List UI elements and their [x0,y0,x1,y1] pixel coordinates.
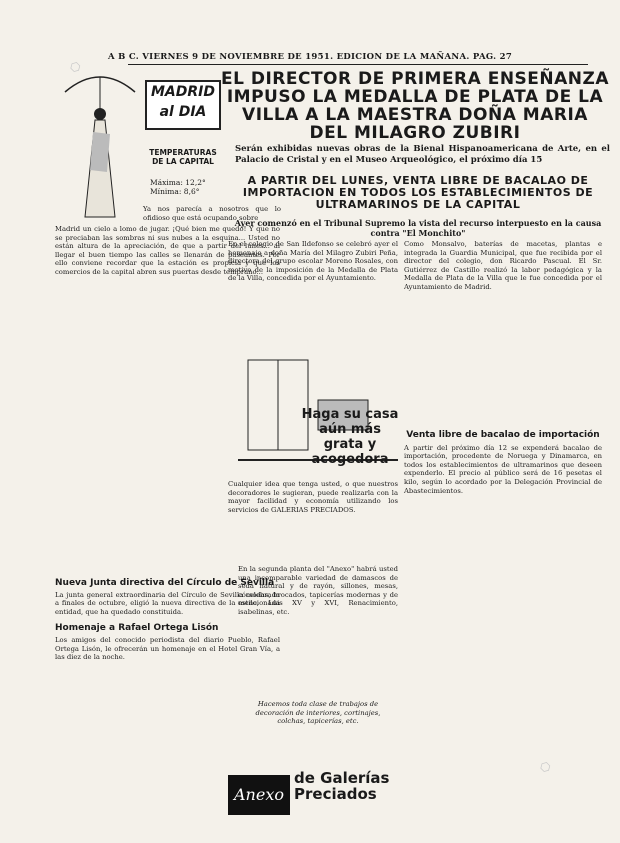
al-dia-label: al DIA [159,104,207,120]
bacalao-text: A partir del próximo día 12 se expenderá bacalao de importación, procedente de Noruega y Dinamarca, en todos los establecimientos de ultramarinos que deseen expenderlo. El precio al público será de 16 pesetas el kilo, según lo acordado por la Delegación Provincial de Abastecimientos. [404,443,602,495]
anexo-logo: Anexo [228,775,290,815]
left-column-intro: Ya nos parecía a nosotros que lo ofidioso que está ocupando sobre [143,205,281,222]
second-deck: Ayer comenzó en el Tribunal Supremo la vista del recurso interpuesto en la causa contra "El Monchito" [234,218,602,238]
temps-title: TEMPERATURAS DE LA CAPITAL [149,148,217,166]
subhead-circulo: Nueva Junta directiva del Círculo de Sevilla [55,578,275,588]
ad-text: Cualquier idea que tenga usted, o que nuestros decoradores le sugieran, puede realizarla con la mayor facilidad y economía utilizando los servicios de GALERIAS PRECIADOS. [228,480,398,514]
homenaje-text: Los amigos del conocido periodista del diario Pueblo, Rafael Ortega Lisón, le ofrecerán un homenaje en el Hotel Gran Vía, a las diez de la noche. [55,635,280,662]
madrid-label: MADRID [151,84,215,100]
ad-headline: Haga su casa aún más grata y acogedora [301,407,399,467]
subhead-homenaje: Homenaje a Rafael Ortega Lisón [55,623,219,634]
ad-foot: Hacemos toda clase de trabajos de decoración de interiores, cortinajes, colchas, tapicerías, etc. [255,700,381,726]
galerias-logo: de Galerías Preciados [294,769,390,803]
middle-column: En el colegio de San Ildefonso se celebró ayer el homenaje a doña María del Milagro Zubiri Peña, directora del grupo escolar Moreno Rosales, con motivo de la imposición de la Medalla de Plata de la Villa, concedida por el Ayuntamiento. [228,240,398,283]
subhead-bacalao: Venta libre de bacalao de importación [406,430,600,440]
watermark-mark: ⬡ [536,758,554,776]
right-column-text: Como Monsalvo, baterías de macetas, plantas e integrada la Guardia Municipal, que fue recibida por el director del colegio, don Ricardo Pascual. El Sr. Gutiérrez de Castillo realizó la labor pedagógica y la Medalla de Plata de la Villa que le fue concedida por el Ayuntamiento de Madrid. [404,240,602,291]
madrid-al-dia-box [145,80,221,130]
fashion-illustration [55,62,145,222]
right-column [404,240,602,495]
ad-sub: En la segunda planta del "Anexo" habrá usted una incomparable variedad de damascos de seda natural y de rayón, sillones, mesas, cómodas, brocados, tapicerías modernas y de estilo, Luis XV y XVI, Renacimiento, isabelinas, etc. [238,565,398,616]
temp-min: Mínima: 8,6° [150,187,200,196]
main-headline: EL DIRECTOR DE PRIMERA ENSEÑANZA IMPUSO LA MEDALLA DE PLATA DE LA VILLA A LA MAESTRA DOÑA MARIA DEL MILAGRO ZUBIRI [220,69,610,143]
page-header: A B C. VIERNES 9 DE NOVIEMBRE DE 1951. EDICION DE LA MAÑANA. PAG. 27 [107,52,513,62]
circulo-text: La junta general extraordinaria del Círculo de Sevilla celebrada a finales de octubre, eligió la nueva directiva de la mencionada entidad, que ha quedado constituida. [55,590,280,616]
temps-values [150,178,225,196]
left-column-text: Madrid un cielo a lomo de jugar. ¡Qué bien me quedó! Y que no se preciaban las sombras ni sus nubes a la esquina... Usted no están altura de la apreciación, de que a partir del lunes... al llegar el buen tiempo las calles se llenarán de paseantes. Por ello conviene recordar que la estación es propicia y que los comercios de la capital abren sus puertas desde temprano... [55,225,280,276]
second-headline: A PARTIR DEL LUNES, VENTA LIBRE DE BACALAO DE IMPORTACION EN TODOS LOS ESTABLECIMIENTOS DE ULTRAMARINOS DE LA CAPITAL [242,174,594,211]
temp-max: Máxima: 12,2° [150,178,206,187]
header-rule [128,64,588,65]
main-deck: Serán exhibidas nuevas obras de la Bienal Hispanoamericana de Arte, en el Palacio de Cristal y en el Museo Arqueológico, el próximo día 15 [235,144,610,165]
watermark-mark: ⬡ [66,58,84,76]
